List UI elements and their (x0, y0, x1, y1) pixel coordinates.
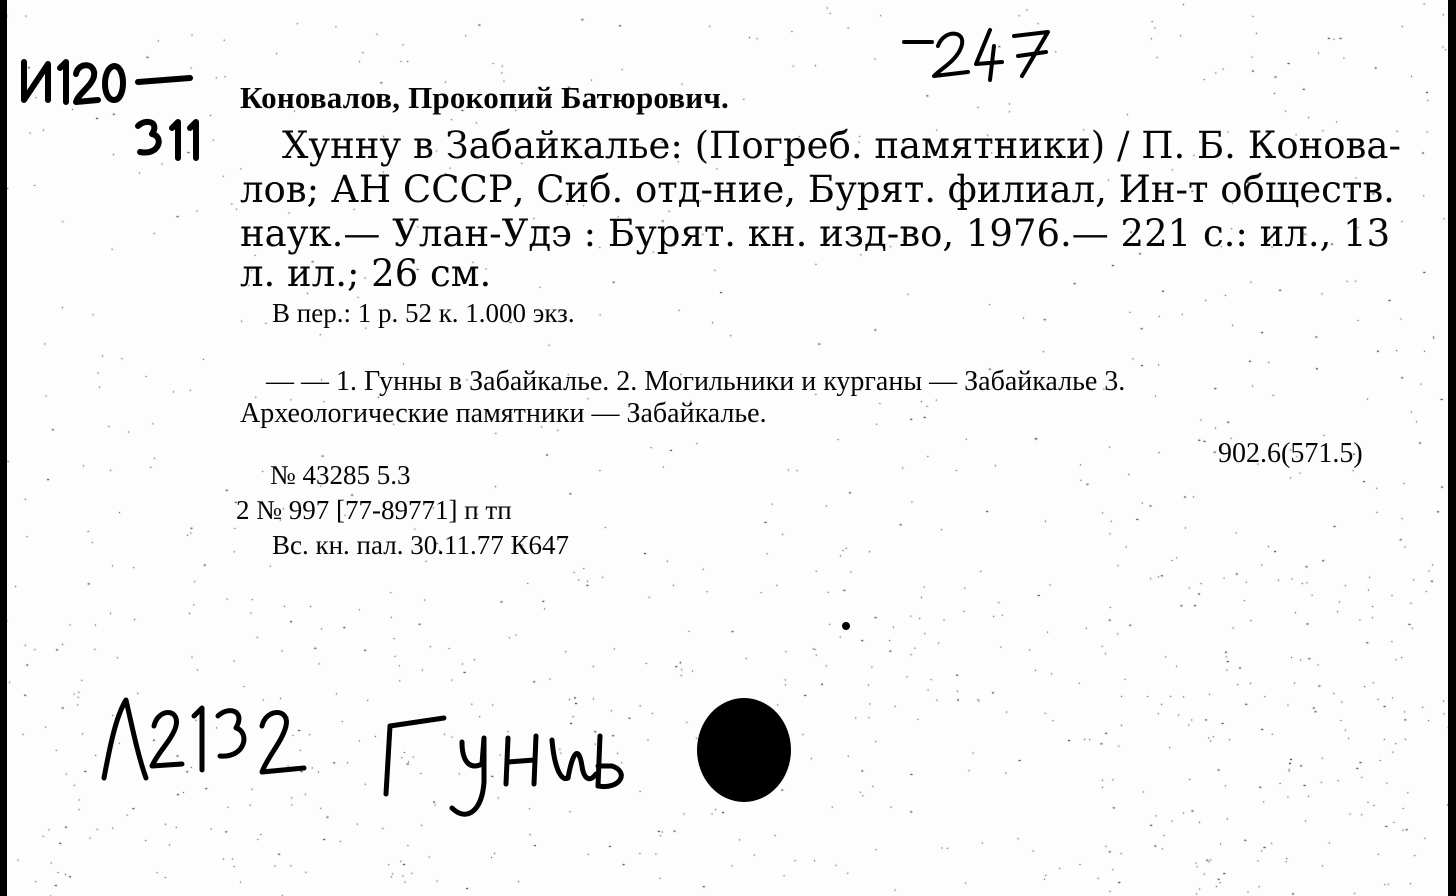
record-number: № 43285 5.3 (270, 460, 411, 490)
classification-index: 902.6(571.5) (1218, 438, 1363, 469)
ink-speck (842, 622, 850, 630)
subjects-line-1: — — 1. Гунны в Забайкалье. 2. Могильники и курганы — Забайкалье 3. (266, 366, 1126, 397)
description-line-4: л. ил.; 26 см. (240, 252, 492, 295)
punch-hole-dot (697, 698, 791, 802)
handwritten-shelf-note (90, 686, 650, 836)
book-chamber-line: Вс. кн. пал. 30.11.77 К647 (272, 530, 569, 560)
description-line-2: лов; АН СССР, Сиб. отд-ние, Бурят. филиал, Ин-т обществ. (240, 168, 1395, 211)
handwritten-call-number (14, 48, 204, 168)
handwritten-top-mark (898, 20, 1068, 90)
subjects-line-2: Археологические памятники — Забайкалье. (240, 398, 767, 429)
price-line: В пер.: 1 р. 52 к. 1.000 экз. (272, 298, 575, 328)
card-number: 2 № 997 [77-89771] п тп (236, 495, 512, 525)
author-heading: Коновалов, Прокопий Батюрович. (240, 80, 729, 115)
description-line-1: Хунну в Забайкалье: (Погреб. памятники) / П. Б. Конова- (282, 124, 1401, 167)
card-left-edge (0, 0, 7, 896)
description-line-3: наук.— Улан-Удэ : Бурят. кн. изд-во, 1976.— 221 с.: ил., 13 (240, 212, 1391, 255)
card-right-edge (1448, 0, 1456, 896)
